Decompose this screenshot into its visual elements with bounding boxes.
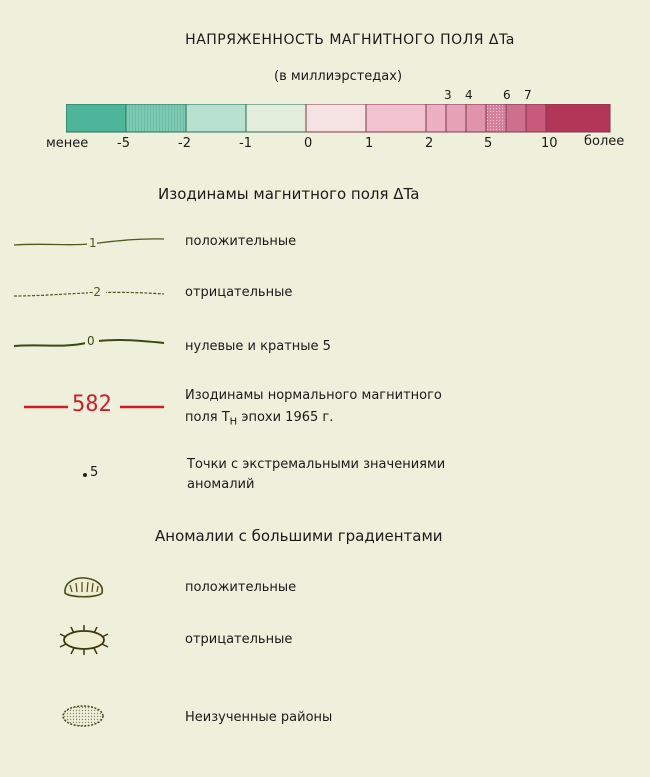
upper-tick-7: 7 (524, 88, 532, 102)
negative-anomaly-icon (55, 622, 113, 658)
positive-anomaly-text: положительные (185, 580, 297, 595)
upper-tick-3: 3 (444, 88, 452, 102)
color-scale-bar (66, 104, 612, 134)
scale-cell-1 (66, 104, 126, 132)
scale-cell-12 (526, 104, 546, 132)
field-subscript: H (229, 416, 238, 428)
normal-isoline-text-1: Изодинамы нормального магнитного (185, 388, 442, 403)
negative-anomaly-text: отрицательные (185, 632, 293, 647)
isoline-negative-label: -2 (89, 285, 101, 299)
scale-cell-3 (186, 104, 246, 132)
scale-cell-9 (466, 104, 486, 132)
unstudied-region-text: Неизученные районы (185, 710, 333, 725)
isoline-negative-text: отрицательные (185, 285, 293, 300)
positive-anomaly-icon (60, 573, 108, 601)
isodynamics-title: Изодинамы магнитного поля ΔTa (158, 185, 420, 203)
tick--5: -5 (117, 136, 130, 151)
scale-cell-11 (506, 104, 526, 132)
isoline-positive-text: положительные (185, 234, 297, 249)
unstudied-region-icon (60, 703, 106, 729)
extreme-point-dot (83, 473, 87, 477)
isoline-zero-text: нулевые и кратные 5 (185, 339, 331, 354)
scale-cell-8 (446, 104, 466, 132)
tick--2: -2 (178, 136, 191, 151)
scale-title: НАПРЯЖЕННОСТЬ МАГНИТНОГО ПОЛЯ ΔTa (185, 32, 515, 48)
scale-cell-13 (546, 104, 610, 132)
scale-unit: (в миллиэрстедах) (274, 69, 403, 84)
extreme-point-value: 5 (90, 465, 99, 480)
tick--1: -1 (239, 136, 252, 151)
extreme-point-text-2: аномалий (187, 477, 255, 492)
scale-high-label: более (584, 134, 625, 149)
normal-isoline-text-2: поля $T_H$ эпохи 1965 г. (185, 410, 334, 428)
upper-tick-4: 4 (465, 88, 473, 102)
tick-0: 0 (304, 136, 313, 151)
scale-cell-7 (426, 104, 446, 132)
tick-10: 10 (541, 136, 558, 151)
scale-cell-4 (246, 104, 306, 132)
extreme-point-text-1: Точки с экстремальными значениями (187, 457, 446, 472)
anomalies-title: Аномалии с большими градиентами (155, 527, 443, 545)
normal-isoline-value: 582 (72, 392, 112, 417)
isoline-positive-label: 1 (89, 236, 97, 250)
scale-low-label: менее (46, 136, 89, 151)
tick-2: 2 (425, 136, 434, 151)
tick-1: 1 (365, 136, 374, 151)
scale-cell-6 (366, 104, 426, 132)
isoline-zero-label: 0 (87, 334, 95, 348)
tick-5: 5 (484, 136, 493, 151)
upper-tick-6: 6 (503, 88, 511, 102)
scale-cell-5 (306, 104, 366, 132)
